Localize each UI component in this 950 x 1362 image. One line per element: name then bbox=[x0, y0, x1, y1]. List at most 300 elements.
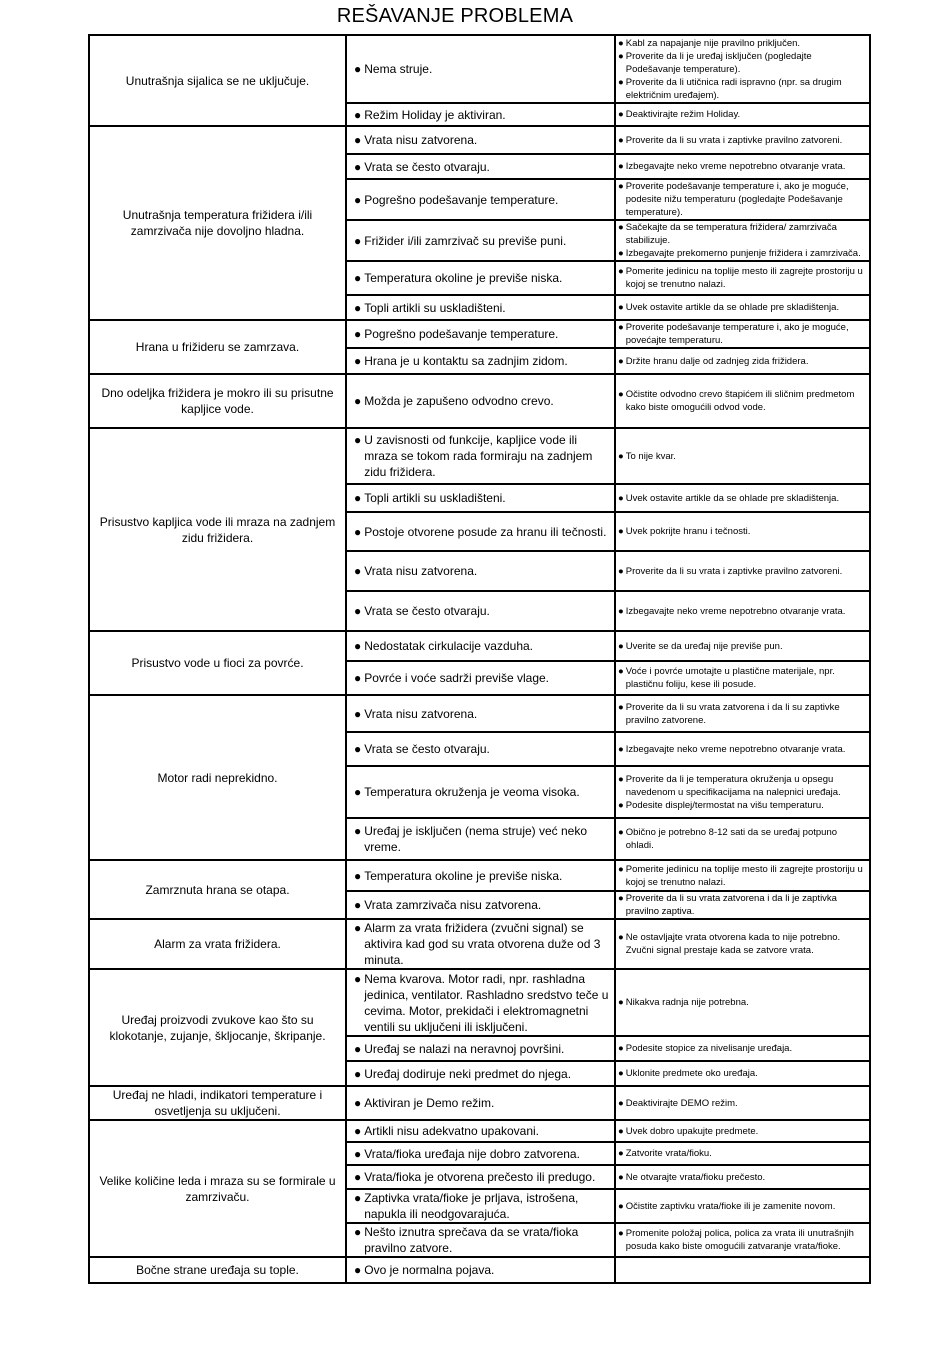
cause-cell bbox=[346, 1120, 615, 1142]
solution-cell bbox=[615, 179, 870, 220]
cause-item bbox=[354, 432, 610, 480]
bullet-icon: ● bbox=[618, 1148, 624, 1159]
cause-item bbox=[354, 784, 610, 800]
solution-item bbox=[618, 605, 866, 618]
bullet-icon: ● bbox=[354, 564, 362, 578]
bullet-icon: ● bbox=[618, 799, 624, 811]
bullet-icon: ● bbox=[354, 921, 362, 935]
cause-item-text: Vrata/fioka uređaja nije dobro zatvorena. bbox=[364, 1146, 580, 1161]
solution-cell bbox=[615, 428, 870, 484]
cause-cell bbox=[346, 695, 615, 732]
table-row bbox=[89, 1120, 870, 1142]
cause-cell bbox=[346, 631, 615, 661]
solution-cell bbox=[615, 1061, 870, 1086]
bullet-icon: ● bbox=[354, 1066, 362, 1081]
solution-cell bbox=[615, 35, 870, 103]
solution-item bbox=[618, 996, 866, 1009]
solution-cell bbox=[615, 1223, 870, 1257]
solution-cell bbox=[615, 695, 870, 732]
problem-cell: Alarm za vrata frižidera. bbox=[89, 919, 346, 969]
cause-item bbox=[354, 1041, 610, 1057]
solution-item-text: Proverite da li je temperatura okruženja u opsegu navedenom u specifikacijama na nalepnici uređaja. bbox=[625, 773, 841, 798]
cause-item bbox=[354, 132, 610, 148]
bullet-icon: ● bbox=[618, 322, 624, 333]
bullet-icon: ● bbox=[618, 863, 624, 875]
bullet-icon: ● bbox=[618, 605, 624, 617]
solution-item bbox=[618, 321, 866, 347]
solution-cell bbox=[615, 919, 870, 969]
bullet-icon: ● bbox=[618, 743, 624, 755]
cause-item-text: Nešto iznutra sprečava da se vrata/fioka pravilno zatvore. bbox=[364, 1225, 579, 1255]
bullet-icon: ● bbox=[618, 302, 624, 313]
cause-item bbox=[354, 326, 610, 342]
solution-item bbox=[618, 492, 866, 505]
bullet-icon: ● bbox=[354, 971, 362, 986]
bullet-icon: ● bbox=[618, 1097, 624, 1109]
bullet-icon: ● bbox=[618, 37, 624, 49]
cause-item bbox=[354, 1169, 610, 1185]
solution-item bbox=[618, 773, 866, 799]
cause-cell bbox=[346, 891, 615, 919]
solution-item-text: Ne ostavljajte vrata otvorena kada to nije potrebno. Zvučni signal prestaje kada se zatvore vrata. bbox=[625, 932, 841, 956]
cause-cell bbox=[346, 1189, 615, 1223]
solution-cell bbox=[615, 1165, 870, 1189]
bullet-icon: ● bbox=[618, 222, 624, 233]
cause-item bbox=[354, 159, 610, 175]
bullet-icon: ● bbox=[618, 1125, 624, 1137]
cause-item-text: Vrata nisu zatvorena. bbox=[364, 706, 478, 721]
cause-item-text: Nema kvarova. Motor radi, npr. rashladna jedinica, ventilator. Rashladno sredstvo teče u cevima. Motor, prekidači i elektromagnetni ventili su uključeni ili isključeni. bbox=[364, 971, 609, 1034]
cause-cell bbox=[346, 919, 615, 969]
table-row bbox=[89, 919, 870, 969]
problem-cell: Unutrašnja temperatura frižidera i/ili zamrzivača nije dovoljno hladna. bbox=[89, 126, 346, 320]
cause-item bbox=[354, 638, 610, 654]
solution-item-text: Proverite da li su vrata zatvorena i da li je zaptivka pravilno zaptiva. bbox=[625, 893, 837, 917]
solution-item-text: Proverite da li je uređaj isključen (pogledajte Podešavanje temperature). bbox=[625, 50, 812, 75]
solution-item-text: Deaktivirajte režim Holiday. bbox=[625, 109, 741, 120]
solution-item-text: Podesite stopice za nivelisanje uređaja. bbox=[625, 1043, 793, 1054]
solution-item bbox=[618, 892, 866, 918]
bullet-icon: ● bbox=[354, 62, 362, 76]
solution-cell bbox=[615, 1036, 870, 1061]
solution-cell bbox=[615, 766, 870, 818]
cause-cell bbox=[346, 295, 615, 320]
cause-item bbox=[354, 823, 610, 855]
bullet-icon: ● bbox=[618, 1068, 624, 1079]
cause-item-text: Nedostatak cirkulacije vazduha. bbox=[364, 639, 534, 653]
solution-cell bbox=[615, 860, 870, 891]
cause-cell bbox=[346, 35, 615, 103]
bullet-icon: ● bbox=[354, 1096, 362, 1110]
solution-item-text: Uklonite predmete oko uređaja. bbox=[625, 1068, 758, 1079]
problem-cell: Velike količine leda i mraza su se formirale u zamrzivaču. bbox=[89, 1120, 346, 1257]
solution-item-text: Proverite da li utičnica radi ispravno (npr. sa drugim električnim uređajem). bbox=[625, 76, 842, 101]
bullet-icon: ● bbox=[354, 898, 362, 912]
cause-item-text: Vrata nisu zatvorena. bbox=[364, 564, 478, 578]
solution-item bbox=[618, 37, 866, 50]
bullet-icon: ● bbox=[618, 701, 624, 713]
solution-item bbox=[618, 701, 866, 727]
solution-item bbox=[618, 265, 866, 291]
cause-cell bbox=[346, 484, 615, 512]
cause-item-text: Temperatura okoline je previše niska. bbox=[364, 271, 563, 285]
problem-cell: Hrana u frižideru se zamrzava. bbox=[89, 320, 346, 374]
cause-item bbox=[354, 1262, 610, 1278]
solution-item-text: Proverite da li su vrata i zaptivke pravilno zatvoreni. bbox=[625, 565, 843, 577]
solution-cell bbox=[615, 220, 870, 261]
solution-cell bbox=[615, 818, 870, 860]
solution-cell bbox=[615, 1120, 870, 1142]
bullet-icon: ● bbox=[354, 433, 362, 447]
solution-item bbox=[618, 1067, 866, 1080]
problem-cell: Prisustvo vode u fioci za povrće. bbox=[89, 631, 346, 695]
bullet-icon: ● bbox=[354, 1191, 362, 1205]
solution-item-text: To nije kvar. bbox=[625, 450, 676, 462]
solution-item bbox=[618, 525, 866, 538]
cause-item bbox=[354, 868, 610, 884]
solution-cell bbox=[615, 631, 870, 661]
cause-item-text: Režim Holiday je aktiviran. bbox=[364, 107, 506, 122]
bullet-icon: ● bbox=[354, 785, 362, 799]
solution-item-text: Uverite se da uređaj nije previše pun. bbox=[625, 640, 783, 652]
table-row bbox=[89, 35, 870, 103]
cause-item bbox=[354, 706, 610, 722]
solution-item bbox=[618, 1171, 866, 1184]
cause-item bbox=[354, 741, 610, 757]
bullet-icon: ● bbox=[618, 1043, 624, 1054]
solution-cell bbox=[615, 732, 870, 766]
bullet-icon: ● bbox=[618, 1200, 624, 1212]
solution-cell bbox=[615, 661, 870, 695]
cause-item-text: U zavisnosti od funkcije, kapljice vode ili mraza se tokom rada formiraju na zadnjem zidu frižidera. bbox=[364, 433, 593, 479]
solution-cell bbox=[615, 1257, 870, 1283]
cause-item-text: Vrata zamrzivača nisu zatvorena. bbox=[364, 898, 542, 912]
solution-item-text: Proverite podešavanje temperature i, ako je moguće, podesite nižu temperaturu (pogledajte Podešavanje temperature). bbox=[625, 181, 849, 218]
solution-cell bbox=[615, 154, 870, 179]
solution-item bbox=[618, 1227, 866, 1253]
bullet-icon: ● bbox=[354, 233, 362, 248]
table-row bbox=[89, 320, 870, 348]
cause-cell bbox=[346, 551, 615, 591]
cause-item-text: Hrana je u kontaktu sa zadnjim zidom. bbox=[364, 354, 568, 368]
cause-item-text: Uređaj je isključen (nema struje) već neko vreme. bbox=[364, 824, 588, 854]
bullet-icon: ● bbox=[618, 666, 624, 677]
cause-cell bbox=[346, 1257, 615, 1283]
solution-item bbox=[618, 134, 866, 147]
cause-item-text: Alarm za vrata frižidera (zvučni signal) se aktivira kad god su vrata otvorena duže od 3 minuta. bbox=[364, 921, 601, 967]
cause-item bbox=[354, 61, 610, 77]
solution-item-text: Proverite da li su vrata zatvorena i da li su zaptivke pravilno zatvorene. bbox=[625, 701, 840, 726]
cause-item bbox=[354, 1224, 610, 1256]
solution-cell bbox=[615, 969, 870, 1036]
solution-item-text: Uvek ostavite artikle da se ohlade pre skladištenja. bbox=[625, 492, 840, 504]
solution-item bbox=[618, 355, 866, 368]
bullet-icon: ● bbox=[354, 639, 362, 653]
cause-cell bbox=[346, 661, 615, 695]
cause-cell bbox=[346, 179, 615, 220]
solution-item bbox=[618, 50, 866, 76]
bullet-icon: ● bbox=[354, 524, 362, 539]
solution-item bbox=[618, 931, 866, 957]
cause-item bbox=[354, 603, 610, 619]
bullet-icon: ● bbox=[354, 327, 362, 341]
problem-cell: Dno odeljka frižidera je mokro ili su prisutne kapljice vode. bbox=[89, 374, 346, 428]
bullet-icon: ● bbox=[354, 394, 362, 408]
solution-item-text: Izbegavajte prekomerno punjenje frižidera i zamrzivača. bbox=[625, 248, 861, 259]
solution-item-text: Pomerite jedinicu na toplije mesto ili zagrejte prostoriju u kojoj se trenutno nalazi. bbox=[625, 863, 863, 888]
bullet-icon: ● bbox=[354, 354, 362, 368]
bullet-icon: ● bbox=[354, 1263, 362, 1277]
bullet-icon: ● bbox=[618, 134, 624, 146]
solution-cell bbox=[615, 374, 870, 428]
solution-item bbox=[618, 450, 866, 463]
cause-item bbox=[354, 393, 610, 409]
cause-item-text: Nema struje. bbox=[364, 62, 433, 76]
cause-item bbox=[354, 353, 610, 369]
solution-item bbox=[618, 180, 866, 219]
cause-cell bbox=[346, 860, 615, 891]
cause-item-text: Pogrešno podešavanje temperature. bbox=[364, 327, 559, 341]
bullet-icon: ● bbox=[618, 893, 624, 904]
solution-item bbox=[618, 565, 866, 578]
cause-cell bbox=[346, 220, 615, 261]
solution-item bbox=[618, 76, 866, 102]
bullet-icon: ● bbox=[354, 706, 362, 721]
cause-item bbox=[354, 1123, 610, 1139]
cause-item bbox=[354, 300, 610, 316]
bullet-icon: ● bbox=[618, 450, 624, 462]
cause-cell bbox=[346, 126, 615, 154]
cause-item bbox=[354, 192, 610, 208]
solution-item-text: Promenite položaj polica, polica za vrata ili unutrašnjih posuda kako biste omogućili zatvaranje vrata/fioke. bbox=[625, 1228, 854, 1252]
solution-item bbox=[618, 640, 866, 653]
cause-cell bbox=[346, 261, 615, 295]
solution-item-text: Deaktivirajte DEMO režim. bbox=[625, 1097, 738, 1109]
cause-item bbox=[354, 107, 610, 123]
bullet-icon: ● bbox=[618, 526, 624, 537]
cause-item bbox=[354, 1095, 610, 1111]
bullet-icon: ● bbox=[618, 50, 624, 62]
cause-cell bbox=[346, 1036, 615, 1061]
cause-cell bbox=[346, 818, 615, 860]
cause-item bbox=[354, 971, 610, 1035]
solution-item bbox=[618, 1125, 866, 1138]
bullet-icon: ● bbox=[618, 997, 624, 1008]
cause-cell bbox=[346, 154, 615, 179]
bullet-icon: ● bbox=[618, 773, 624, 785]
bullet-icon: ● bbox=[354, 491, 362, 505]
cause-cell bbox=[346, 103, 615, 126]
solution-item-text: Podesite displej/termostat na višu temperaturu. bbox=[625, 799, 824, 811]
cause-item-text: Uređaj dodiruje neki predmet do njega. bbox=[364, 1066, 572, 1081]
cause-cell bbox=[346, 1223, 615, 1257]
table-row bbox=[89, 126, 870, 154]
cause-item-text: Frižider i/ili zamrzivač su previše puni. bbox=[364, 233, 567, 248]
bullet-icon: ● bbox=[618, 1171, 624, 1183]
problem-cell: Motor radi neprekidno. bbox=[89, 695, 346, 860]
solution-cell bbox=[615, 891, 870, 919]
bullet-icon: ● bbox=[354, 1124, 362, 1138]
cause-item bbox=[354, 897, 610, 913]
bullet-icon: ● bbox=[354, 604, 362, 618]
cause-cell bbox=[346, 732, 615, 766]
cause-item bbox=[354, 1146, 610, 1162]
bullet-icon: ● bbox=[354, 159, 362, 174]
solution-cell bbox=[615, 1086, 870, 1120]
solution-cell bbox=[615, 551, 870, 591]
cause-cell bbox=[346, 1061, 615, 1086]
bullet-icon: ● bbox=[354, 192, 362, 207]
bullet-icon: ● bbox=[354, 671, 362, 685]
solution-item-text: Očistite zaptivku vrata/fioke ili je zamenite novom. bbox=[625, 1200, 836, 1212]
solution-item bbox=[618, 743, 866, 756]
bullet-icon: ● bbox=[618, 248, 624, 259]
solution-cell bbox=[615, 591, 870, 631]
solution-cell bbox=[615, 1142, 870, 1165]
cause-item bbox=[354, 270, 610, 286]
solution-cell bbox=[615, 320, 870, 348]
bullet-icon: ● bbox=[618, 355, 624, 367]
solution-item-text: Proverite da li su vrata i zaptivke pravilno zatvoreni. bbox=[625, 134, 843, 146]
cause-item-text: Vrata se često otvaraju. bbox=[364, 604, 490, 618]
bullet-icon: ● bbox=[354, 1225, 362, 1239]
solution-item-text: Ne otvarajte vrata/fioku prečesto. bbox=[625, 1171, 766, 1183]
solution-item-text: Obično je potrebno 8-12 sati da se uređaj potpuno ohladi. bbox=[625, 827, 838, 851]
bullet-icon: ● bbox=[618, 827, 624, 838]
cause-item-text: Ovo je normalna pojava. bbox=[364, 1263, 495, 1277]
cause-cell bbox=[346, 512, 615, 551]
solution-item bbox=[618, 1042, 866, 1055]
bullet-icon: ● bbox=[354, 1170, 362, 1184]
solution-item-text: Izbegavajte neko vreme nepotrebno otvaranje vrata. bbox=[625, 605, 846, 617]
cause-cell bbox=[346, 969, 615, 1036]
cause-item-text: Topli artikli su uskladišteni. bbox=[364, 491, 506, 505]
table-row bbox=[89, 428, 870, 484]
solution-cell bbox=[615, 295, 870, 320]
table-row bbox=[89, 1086, 870, 1120]
bullet-icon: ● bbox=[354, 824, 362, 838]
solution-item bbox=[618, 301, 866, 314]
solution-cell bbox=[615, 512, 870, 551]
cause-item-text: Zaptivka vrata/fioke je prljava, istrošena, napukla ili neodgovarajuća. bbox=[364, 1191, 579, 1221]
solution-item-text: Pomerite jedinicu na toplije mesto ili zagrejte prostoriju u kojoj se trenutno nalazi. bbox=[625, 266, 863, 290]
cause-item bbox=[354, 1190, 610, 1222]
solution-item bbox=[618, 221, 866, 247]
cause-item bbox=[354, 1066, 610, 1082]
solution-item-text: Nikakva radnja nije potrebna. bbox=[625, 997, 749, 1008]
solution-item bbox=[618, 1097, 866, 1110]
table-row bbox=[89, 969, 870, 1036]
bullet-icon: ● bbox=[618, 181, 624, 192]
cause-item bbox=[354, 670, 610, 686]
bullet-icon: ● bbox=[354, 300, 362, 315]
solution-item bbox=[618, 247, 866, 260]
bullet-icon: ● bbox=[618, 565, 624, 577]
problem-cell: Zamrznuta hrana se otapa. bbox=[89, 860, 346, 919]
solution-item bbox=[618, 665, 866, 691]
solution-item-text: Kabl za napajanje nije pravilno priključen. bbox=[625, 37, 801, 49]
cause-item-text: Vrata/fioka je otvorena prečesto ili predugo. bbox=[364, 1170, 596, 1184]
bullet-icon: ● bbox=[618, 76, 624, 88]
cause-cell bbox=[346, 428, 615, 484]
cause-cell bbox=[346, 591, 615, 631]
cause-cell bbox=[346, 1165, 615, 1189]
table-row bbox=[89, 695, 870, 732]
solution-item-text: Očistite odvodno crevo štapićem ili sličnim predmetom kako biste omogućili odvod vode. bbox=[625, 389, 855, 413]
cause-item bbox=[354, 490, 610, 506]
bullet-icon: ● bbox=[618, 492, 624, 504]
solution-item-text: Uvek dobro upakujte predmete. bbox=[625, 1125, 759, 1137]
solution-item-text: Zatvorite vrata/fioku. bbox=[625, 1148, 712, 1159]
cause-cell bbox=[346, 1142, 615, 1165]
problem-cell: Unutrašnja sijalica se ne uključuje. bbox=[89, 35, 346, 126]
cause-item-text: Vrata se često otvaraju. bbox=[364, 742, 490, 756]
bullet-icon: ● bbox=[618, 266, 624, 277]
solution-item-text: Uvek pokrijte hranu i tečnosti. bbox=[625, 526, 751, 537]
solution-item-text: Voće i povrće umotajte u plastične materijale, npr. plastičnu foliju, kese ili posude. bbox=[625, 666, 835, 690]
bullet-icon: ● bbox=[354, 133, 362, 147]
table-row bbox=[89, 631, 870, 661]
cause-item-text: Artikli nisu adekvatno upakovani. bbox=[364, 1124, 540, 1138]
bullet-icon: ● bbox=[354, 107, 362, 122]
solution-item bbox=[618, 108, 866, 121]
solution-cell bbox=[615, 484, 870, 512]
cause-item-text: Povrće i voće sadrži previše vlage. bbox=[364, 671, 549, 685]
solution-item bbox=[618, 388, 866, 414]
solution-cell bbox=[615, 348, 870, 374]
bullet-icon: ● bbox=[618, 161, 624, 172]
solution-item-text: Sačekajte da se temperatura frižidera/ zamrzivača stabilizuje. bbox=[625, 222, 837, 246]
cause-item-text: Vrata se često otvaraju. bbox=[364, 159, 490, 174]
cause-item bbox=[354, 563, 610, 579]
bullet-icon: ● bbox=[618, 389, 624, 400]
cause-item-text: Možda je zapušeno odvodno crevo. bbox=[364, 394, 554, 408]
solution-cell bbox=[615, 103, 870, 126]
bullet-icon: ● bbox=[354, 742, 362, 756]
solution-cell bbox=[615, 1189, 870, 1223]
problem-cell: Uređaj proizvodi zvukove kao što su klokotanje, zujanje, škljocanje, škripanje. bbox=[89, 969, 346, 1086]
page-title: REŠAVANJE PROBLEMA bbox=[336, 5, 574, 27]
solution-item bbox=[618, 799, 866, 812]
table-row bbox=[89, 1257, 870, 1283]
cause-cell bbox=[346, 320, 615, 348]
cause-cell bbox=[346, 766, 615, 818]
cause-cell bbox=[346, 374, 615, 428]
cause-item bbox=[354, 524, 610, 540]
solution-item-text: Držite hranu dalje od zadnjeg zida frižidera. bbox=[625, 355, 809, 367]
cause-item-text: Temperatura okruženja je veoma visoka. bbox=[364, 785, 580, 799]
solution-item-text: Izbegavajte neko vreme nepotrebno otvaranje vrata. bbox=[625, 743, 846, 755]
cause-item-text: Temperatura okoline je previše niska. bbox=[364, 868, 563, 883]
bullet-icon: ● bbox=[618, 1228, 624, 1239]
solution-item bbox=[618, 160, 866, 173]
solution-item-text: Uvek ostavite artikle da se ohlade pre skladištenja. bbox=[625, 302, 840, 313]
solution-cell bbox=[615, 126, 870, 154]
problem-cell: Bočne strane uređaja su tople. bbox=[89, 1257, 346, 1283]
cause-item-text: Pogrešno podešavanje temperature. bbox=[364, 192, 559, 207]
solution-item bbox=[618, 826, 866, 852]
problem-cell: Prisustvo kapljica vode ili mraza na zadnjem zidu frižidera. bbox=[89, 428, 346, 631]
bullet-icon: ● bbox=[354, 1041, 362, 1056]
bullet-icon: ● bbox=[618, 932, 624, 943]
bullet-icon: ● bbox=[618, 109, 624, 120]
bullet-icon: ● bbox=[354, 271, 362, 285]
solution-item bbox=[618, 863, 866, 889]
solution-cell bbox=[615, 261, 870, 295]
cause-item-text: Vrata nisu zatvorena. bbox=[364, 133, 478, 147]
bullet-icon: ● bbox=[618, 640, 624, 652]
solution-item bbox=[618, 1200, 866, 1213]
